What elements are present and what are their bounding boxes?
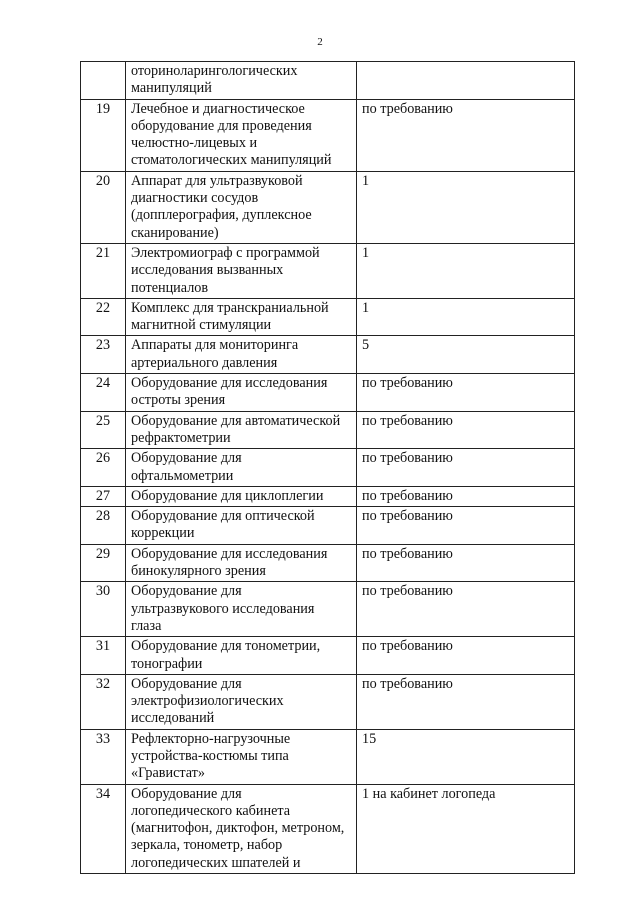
table-row: [81, 507, 575, 545]
equipment-quantity: 5: [357, 336, 575, 374]
row-number: 19: [81, 99, 126, 171]
table-row: [81, 486, 575, 506]
equipment-name: Оборудование для электрофизиологических исследований: [126, 674, 357, 729]
table-row: [81, 374, 575, 412]
table-row: [81, 62, 575, 100]
table-row: [81, 729, 575, 784]
row-number: 34: [81, 784, 126, 873]
row-number: 30: [81, 582, 126, 637]
row-number: 20: [81, 171, 126, 243]
equipment-quantity: 1: [357, 243, 575, 298]
row-number: 21: [81, 243, 126, 298]
row-number: 24: [81, 374, 126, 412]
equipment-name: Комплекс для транскраниальной магнитной стимуляции: [126, 298, 357, 336]
equipment-table: [80, 61, 575, 874]
row-number: 31: [81, 637, 126, 675]
table-row: [81, 544, 575, 582]
row-number: 32: [81, 674, 126, 729]
equipment-name: Оборудование для исследования остроты зрения: [126, 374, 357, 412]
equipment-quantity: по требованию: [357, 449, 575, 487]
equipment-quantity: 1 на кабинет логопеда: [357, 784, 575, 873]
equipment-name: Оборудование для автоматической рефрактометрии: [126, 411, 357, 449]
equipment-quantity: 1: [357, 171, 575, 243]
row-number: 22: [81, 298, 126, 336]
equipment-quantity: 1: [357, 298, 575, 336]
equipment-table-body: [81, 62, 575, 874]
equipment-quantity: 15: [357, 729, 575, 784]
equipment-name: Оборудование для циклоплегии: [126, 486, 357, 506]
equipment-quantity: по требованию: [357, 99, 575, 171]
table-row: [81, 411, 575, 449]
table-row: [81, 171, 575, 243]
equipment-name: Рефлекторно-нагрузочные устройства-костюмы типа «Гравистат»: [126, 729, 357, 784]
equipment-name: Лечебное и диагностическое оборудование для проведения челюстно-лицевых и стоматологических манипуляций: [126, 99, 357, 171]
row-number: 27: [81, 486, 126, 506]
row-number: 25: [81, 411, 126, 449]
page-number: 2: [317, 36, 323, 48]
row-number: [81, 62, 126, 100]
table-row: [81, 637, 575, 675]
equipment-name: Оборудование для оптической коррекции: [126, 507, 357, 545]
table-row: [81, 298, 575, 336]
equipment-name: Оборудование для тонометрии, тонографии: [126, 637, 357, 675]
equipment-quantity: по требованию: [357, 411, 575, 449]
row-number: 23: [81, 336, 126, 374]
equipment-quantity: [357, 62, 575, 100]
row-number: 33: [81, 729, 126, 784]
equipment-name: Оборудование для офтальмометрии: [126, 449, 357, 487]
table-row: [81, 336, 575, 374]
row-number: 29: [81, 544, 126, 582]
table-row: [81, 449, 575, 487]
equipment-quantity: по требованию: [357, 544, 575, 582]
equipment-quantity: по требованию: [357, 637, 575, 675]
equipment-name: Аппарат для ультразвуковой диагностики сосудов (допплерография, дуплексное сканирование): [126, 171, 357, 243]
table-row: [81, 243, 575, 298]
equipment-name: Оборудование для логопедического кабинета (магнитофон, диктофон, метроном, зеркала, тонометр, набор логопедических шпателей и: [126, 784, 357, 873]
table-row: [81, 582, 575, 637]
equipment-quantity: по требованию: [357, 486, 575, 506]
equipment-quantity: по требованию: [357, 374, 575, 412]
table-row: [81, 674, 575, 729]
equipment-name: оториноларингологических манипуляций: [126, 62, 357, 100]
row-number: 26: [81, 449, 126, 487]
table-row: [81, 99, 575, 171]
equipment-quantity: по требованию: [357, 507, 575, 545]
row-number: 28: [81, 507, 126, 545]
equipment-name: Электромиограф с программой исследования вызванных потенциалов: [126, 243, 357, 298]
equipment-name: Оборудование для ультразвукового исследования глаза: [126, 582, 357, 637]
table-row: [81, 784, 575, 873]
equipment-quantity: по требованию: [357, 582, 575, 637]
equipment-name: Аппараты для мониторинга артериального давления: [126, 336, 357, 374]
equipment-name: Оборудование для исследования бинокулярного зрения: [126, 544, 357, 582]
equipment-quantity: по требованию: [357, 674, 575, 729]
